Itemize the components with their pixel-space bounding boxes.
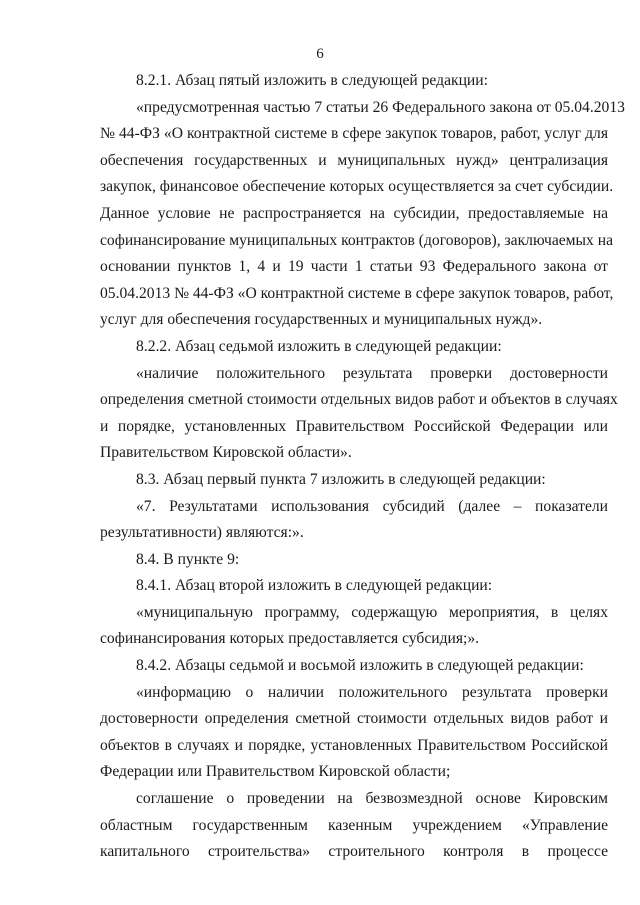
text-line: 8.2.1. Абзац пятый изложить в следующей редакции: [136, 72, 488, 89]
paragraph [100, 600, 608, 653]
paragraph [100, 786, 608, 866]
text-line: областным государственным казенным учреждением «Управление [100, 816, 608, 834]
text-line: 8.3. Абзац первый пункта 7 изложить в следующей редакции: [136, 470, 546, 488]
text-line: определения сметной стоимости отдельных видов работ и объектов в случаях [100, 391, 618, 409]
text-line: «муниципальную программу, содержащую мероприятия, в целях [136, 603, 608, 621]
text-line: капитального строительства» строительного контроля в процессе [100, 843, 608, 861]
paragraph [100, 494, 608, 547]
text-line: услуг для обеспечения государственных и муниципальных нужд». [100, 311, 543, 329]
paragraph [100, 68, 608, 95]
text-line: обеспечения государственных и муниципальных нужд» централизация [100, 151, 608, 169]
text-line: «предусмотренная частью 7 статьи 26 Федерального закона от 05.04.2013 [136, 98, 625, 116]
text-line: и порядке, установленных Правительством Российской Федерации или [100, 417, 608, 435]
paragraph [100, 361, 618, 467]
document-body [100, 68, 625, 866]
paragraph [100, 95, 625, 334]
text-line: Правительством Кировской области». [100, 444, 352, 462]
text-line: основании пунктов 1, 4 и 19 части 1 статьи 93 Федерального закона от [100, 258, 608, 276]
text-line: результативности) являются:». [100, 524, 304, 542]
text-line: софинансирования которых предоставляется субсидия;». [100, 630, 480, 648]
text-line: соглашение о проведении на безвозмездной основе Кировским [136, 790, 608, 808]
text-line: 05.04.2013 № 44-ФЗ «О контрактной системе в сфере закупок товаров, работ, [100, 284, 614, 302]
paragraph [100, 653, 608, 680]
text-line: 8.2.2. Абзац седьмой изложить в следующей редакции: [136, 337, 502, 355]
text-line: «наличие положительного результата проверки достоверности [136, 364, 608, 382]
text-line: № 44-ФЗ «О контрактной системе в сфере закупок товаров, работ, услуг для [100, 125, 608, 143]
text-line: закупок, финансовое обеспечение которых осуществляется за счет субсидии. [100, 178, 614, 196]
page-number: 6 [316, 46, 324, 62]
text-line: «7. Результатами использования субсидий (далее – показатели [136, 497, 608, 515]
text-line: 8.4. В пункте 9: [136, 550, 240, 568]
paragraph [100, 547, 608, 574]
text-line: 8.4.1. Абзац второй изложить в следующей редакции: [136, 577, 493, 595]
paragraph [100, 334, 608, 361]
paragraph [100, 573, 608, 600]
paragraph [100, 680, 608, 786]
text-line: Данное условие не распространяется на субсидии, предоставляемые на [100, 204, 608, 222]
text-line: Федерации или Правительством Кировской области; [100, 763, 451, 781]
text-line: софинансирование муниципальных контрактов (договоров), заключаемых на [100, 231, 613, 249]
text-line: достоверности определения сметной стоимости отдельных видов работ и [100, 710, 608, 728]
text-line: «информацию о наличии положительного результата проверки [136, 683, 608, 701]
text-line: объектов в случаях и порядке, установленных Правительством Российской [100, 736, 608, 754]
paragraph [100, 467, 608, 494]
text-line: 8.4.2. Абзацы седьмой и восьмой изложить в следующей редакции: [136, 657, 584, 675]
